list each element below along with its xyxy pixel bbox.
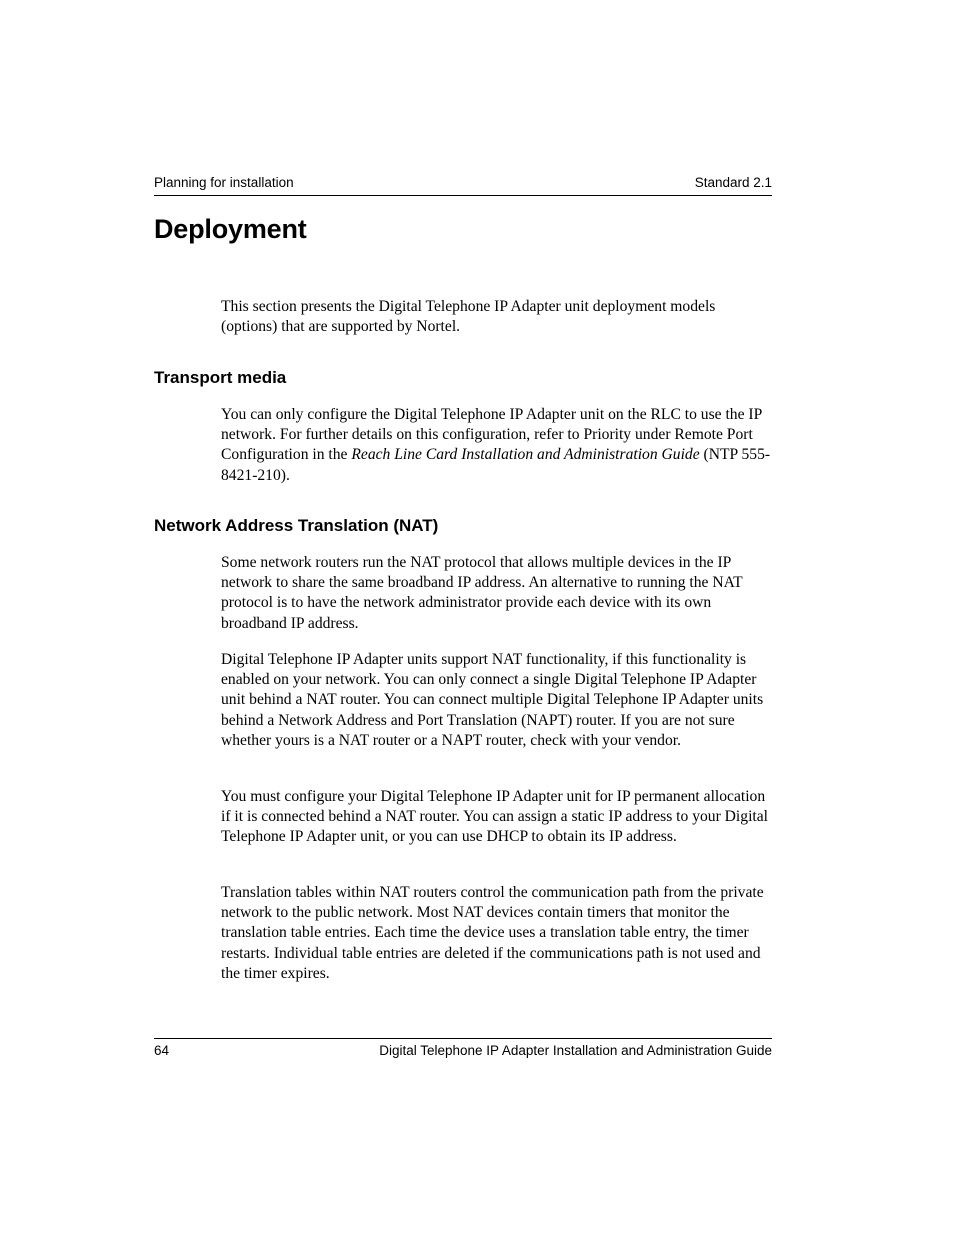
running-footer [154,1038,772,1061]
transport-media-ntp: (NTP 555-8421-210). [221,446,771,484]
header-chapter: Planning for installation [154,175,294,190]
section-heading-nat: Network Address Translation (NAT) [154,516,439,535]
transport-media-paragraph [221,405,773,486]
transport-media-text: You can only configure the Digital Telephone IP Adapter unit on the RLC to use the IP network. For further details on this configuration, refer to Priority under Remote Port Configuration in the [221,406,762,464]
nat-paragraph-2: Digital Telephone IP Adapter units support NAT functionality, if this functionality is enabled on your network. You can only connect a single Digital Telephone IP Adapter unit behind a NAT router. You can connect multiple Digital Telephone IP Adapter units behind a Network Address and Port Translation (NAPT) router. If you are not sure whether yours is a NAT router or a NAPT router, check with your vendor. [221,651,764,749]
intro-paragraph: This section presents the Digital Telephone IP Adapter unit deployment models (options) that are supported by Nortel. [221,298,716,336]
nat-paragraph-3: You must configure your Digital Telephone IP Adapter unit for IP permanent allocation if it is connected behind a NAT router. You can assign a static IP address to your Digital Telephone IP Adapter unit, or you can use DHCP to obtain its IP address. [221,788,768,846]
page-number: 64 [154,1043,170,1058]
nat-paragraph-4: Translation tables within NAT routers control the communication path from the private network to the public network. Most NAT devices contain timers that monitor the translation table entries. Each time the device uses a translation table entry, the timer restarts. Individual table entries are deleted if the communications path is not used and the timer expires. [221,884,764,982]
header-edition: Standard 2.1 [694,175,772,190]
page-title: Deployment [154,214,307,244]
book-title-reference: Reach Line Card Installation and Administration Guide [351,446,700,464]
section-heading-transport-media: Transport media [154,368,287,387]
footer-document-title: Digital Telephone IP Adapter Installation and Administration Guide [379,1043,772,1058]
nat-paragraph-1: Some network routers run the NAT protocol that allows multiple devices in the IP network to share the same broadband IP address. An alternative to running the NAT protocol is to have the network administrator provide each device with its own broadband IP address. [221,554,743,632]
running-header [154,174,772,196]
